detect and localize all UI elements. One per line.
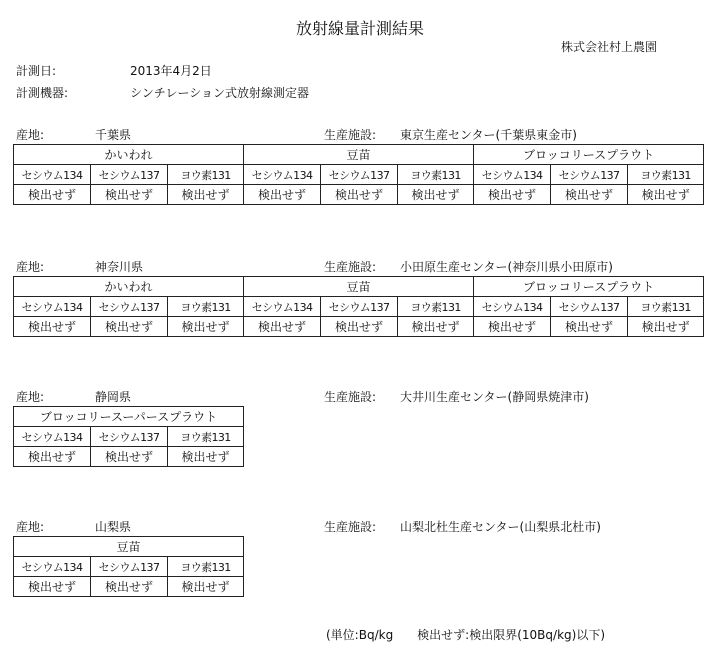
isotope-header: ヨウ素131 [168, 165, 244, 185]
result-cell: 検出せず [91, 317, 168, 337]
result-cell: 検出せず [168, 577, 244, 597]
facility-label: 生産施設: [324, 260, 377, 274]
isotope-header: セシウム137 [551, 297, 628, 317]
isotope-header: セシウム137 [91, 557, 168, 577]
facility-value: 東京生産センター(千葉県東金市) [400, 128, 577, 142]
result-cell: 検出せず [628, 185, 704, 205]
result-cell: 検出せず [398, 317, 474, 337]
origin-value: 静岡県 [95, 390, 132, 404]
result-cell: 検出せず [551, 185, 628, 205]
isotope-header: セシウム137 [551, 165, 628, 185]
results-table [13, 536, 244, 597]
origin-label: 産地: [16, 520, 45, 534]
origin-value: 千葉県 [95, 128, 132, 142]
page-title: 放射線量計測結果 [295, 19, 424, 38]
facility-label: 生産施設: [324, 390, 377, 404]
isotope-header: セシウム137 [91, 427, 168, 447]
result-cell: 検出せず [628, 317, 704, 337]
isotope-header: セシウム137 [321, 165, 398, 185]
isotope-header: ヨウ素131 [168, 557, 244, 577]
isotope-header: セシウム137 [91, 297, 168, 317]
result-cell: 検出せず [244, 317, 321, 337]
result-cell: 検出せず [474, 185, 551, 205]
isotope-header: セシウム134 [14, 165, 91, 185]
facility-label: 生産施設: [324, 520, 377, 534]
instrument-label: 計測機器: [16, 86, 69, 100]
isotope-header: セシウム137 [321, 297, 398, 317]
isotope-header: ヨウ素131 [628, 297, 704, 317]
isotope-header: ヨウ素131 [628, 165, 704, 185]
instrument: シンチレーション式放射線測定器 [130, 86, 309, 100]
isotope-header: セシウム134 [14, 557, 91, 577]
origin-value: 神奈川県 [95, 260, 144, 274]
results-table [13, 276, 704, 337]
origin-label: 産地: [16, 390, 45, 404]
result-cell: 検出せず [14, 447, 91, 467]
isotope-header: セシウム134 [14, 297, 91, 317]
facility-value: 大井川生産センター(静岡県焼津市) [400, 390, 589, 404]
product-header: かいわれ [14, 145, 244, 165]
product-header: ブロッコリースプラウト [474, 145, 704, 165]
result-cell: 検出せず [91, 577, 168, 597]
result-cell: 検出せず [321, 317, 398, 337]
product-header: 豆苗 [244, 145, 474, 165]
isotope-header: セシウム134 [14, 427, 91, 447]
result-cell: 検出せず [168, 185, 244, 205]
result-cell: 検出せず [551, 317, 628, 337]
isotope-header: ヨウ素131 [168, 427, 244, 447]
result-cell: 検出せず [168, 317, 244, 337]
product-header: かいわれ [14, 277, 244, 297]
isotope-header: セシウム134 [474, 165, 551, 185]
result-cell: 検出せず [91, 185, 168, 205]
facility-value: 山梨北杜生産センター(山梨県北杜市) [400, 520, 601, 534]
result-cell: 検出せず [14, 317, 91, 337]
product-header: ブロッコリースプラウト [474, 277, 704, 297]
facility-value: 小田原生産センター(神奈川県小田原市) [400, 260, 613, 274]
results-table [13, 406, 244, 467]
measure-date: 2013年4月2日 [130, 64, 212, 78]
company-name: 株式会社村上農園 [561, 40, 658, 54]
result-cell: 検出せず [321, 185, 398, 205]
product-header: 豆苗 [14, 537, 244, 557]
result-cell: 検出せず [91, 447, 168, 467]
origin-label: 産地: [16, 128, 45, 142]
isotope-header: セシウム137 [91, 165, 168, 185]
result-cell: 検出せず [14, 185, 91, 205]
result-cell: 検出せず [398, 185, 474, 205]
origin-label: 産地: [16, 260, 45, 274]
measure-date-label: 計測日: [16, 64, 57, 78]
product-header: ブロッコリースーパースプラウト [14, 407, 244, 427]
isotope-header: ヨウ素131 [398, 165, 474, 185]
isotope-header: セシウム134 [244, 297, 321, 317]
result-cell: 検出せず [474, 317, 551, 337]
isotope-header: セシウム134 [244, 165, 321, 185]
result-cell: 検出せず [168, 447, 244, 467]
result-cell: 検出せず [14, 577, 91, 597]
isotope-header: セシウム134 [474, 297, 551, 317]
product-header: 豆苗 [244, 277, 474, 297]
facility-label: 生産施設: [324, 128, 377, 142]
isotope-header: ヨウ素131 [168, 297, 244, 317]
origin-value: 山梨県 [95, 520, 132, 534]
unit-note: (単位:Bq/kg 検出せず:検出限界(10Bq/kg)以下) [326, 628, 606, 642]
result-cell: 検出せず [244, 185, 321, 205]
isotope-header: ヨウ素131 [398, 297, 474, 317]
results-table [13, 144, 704, 205]
